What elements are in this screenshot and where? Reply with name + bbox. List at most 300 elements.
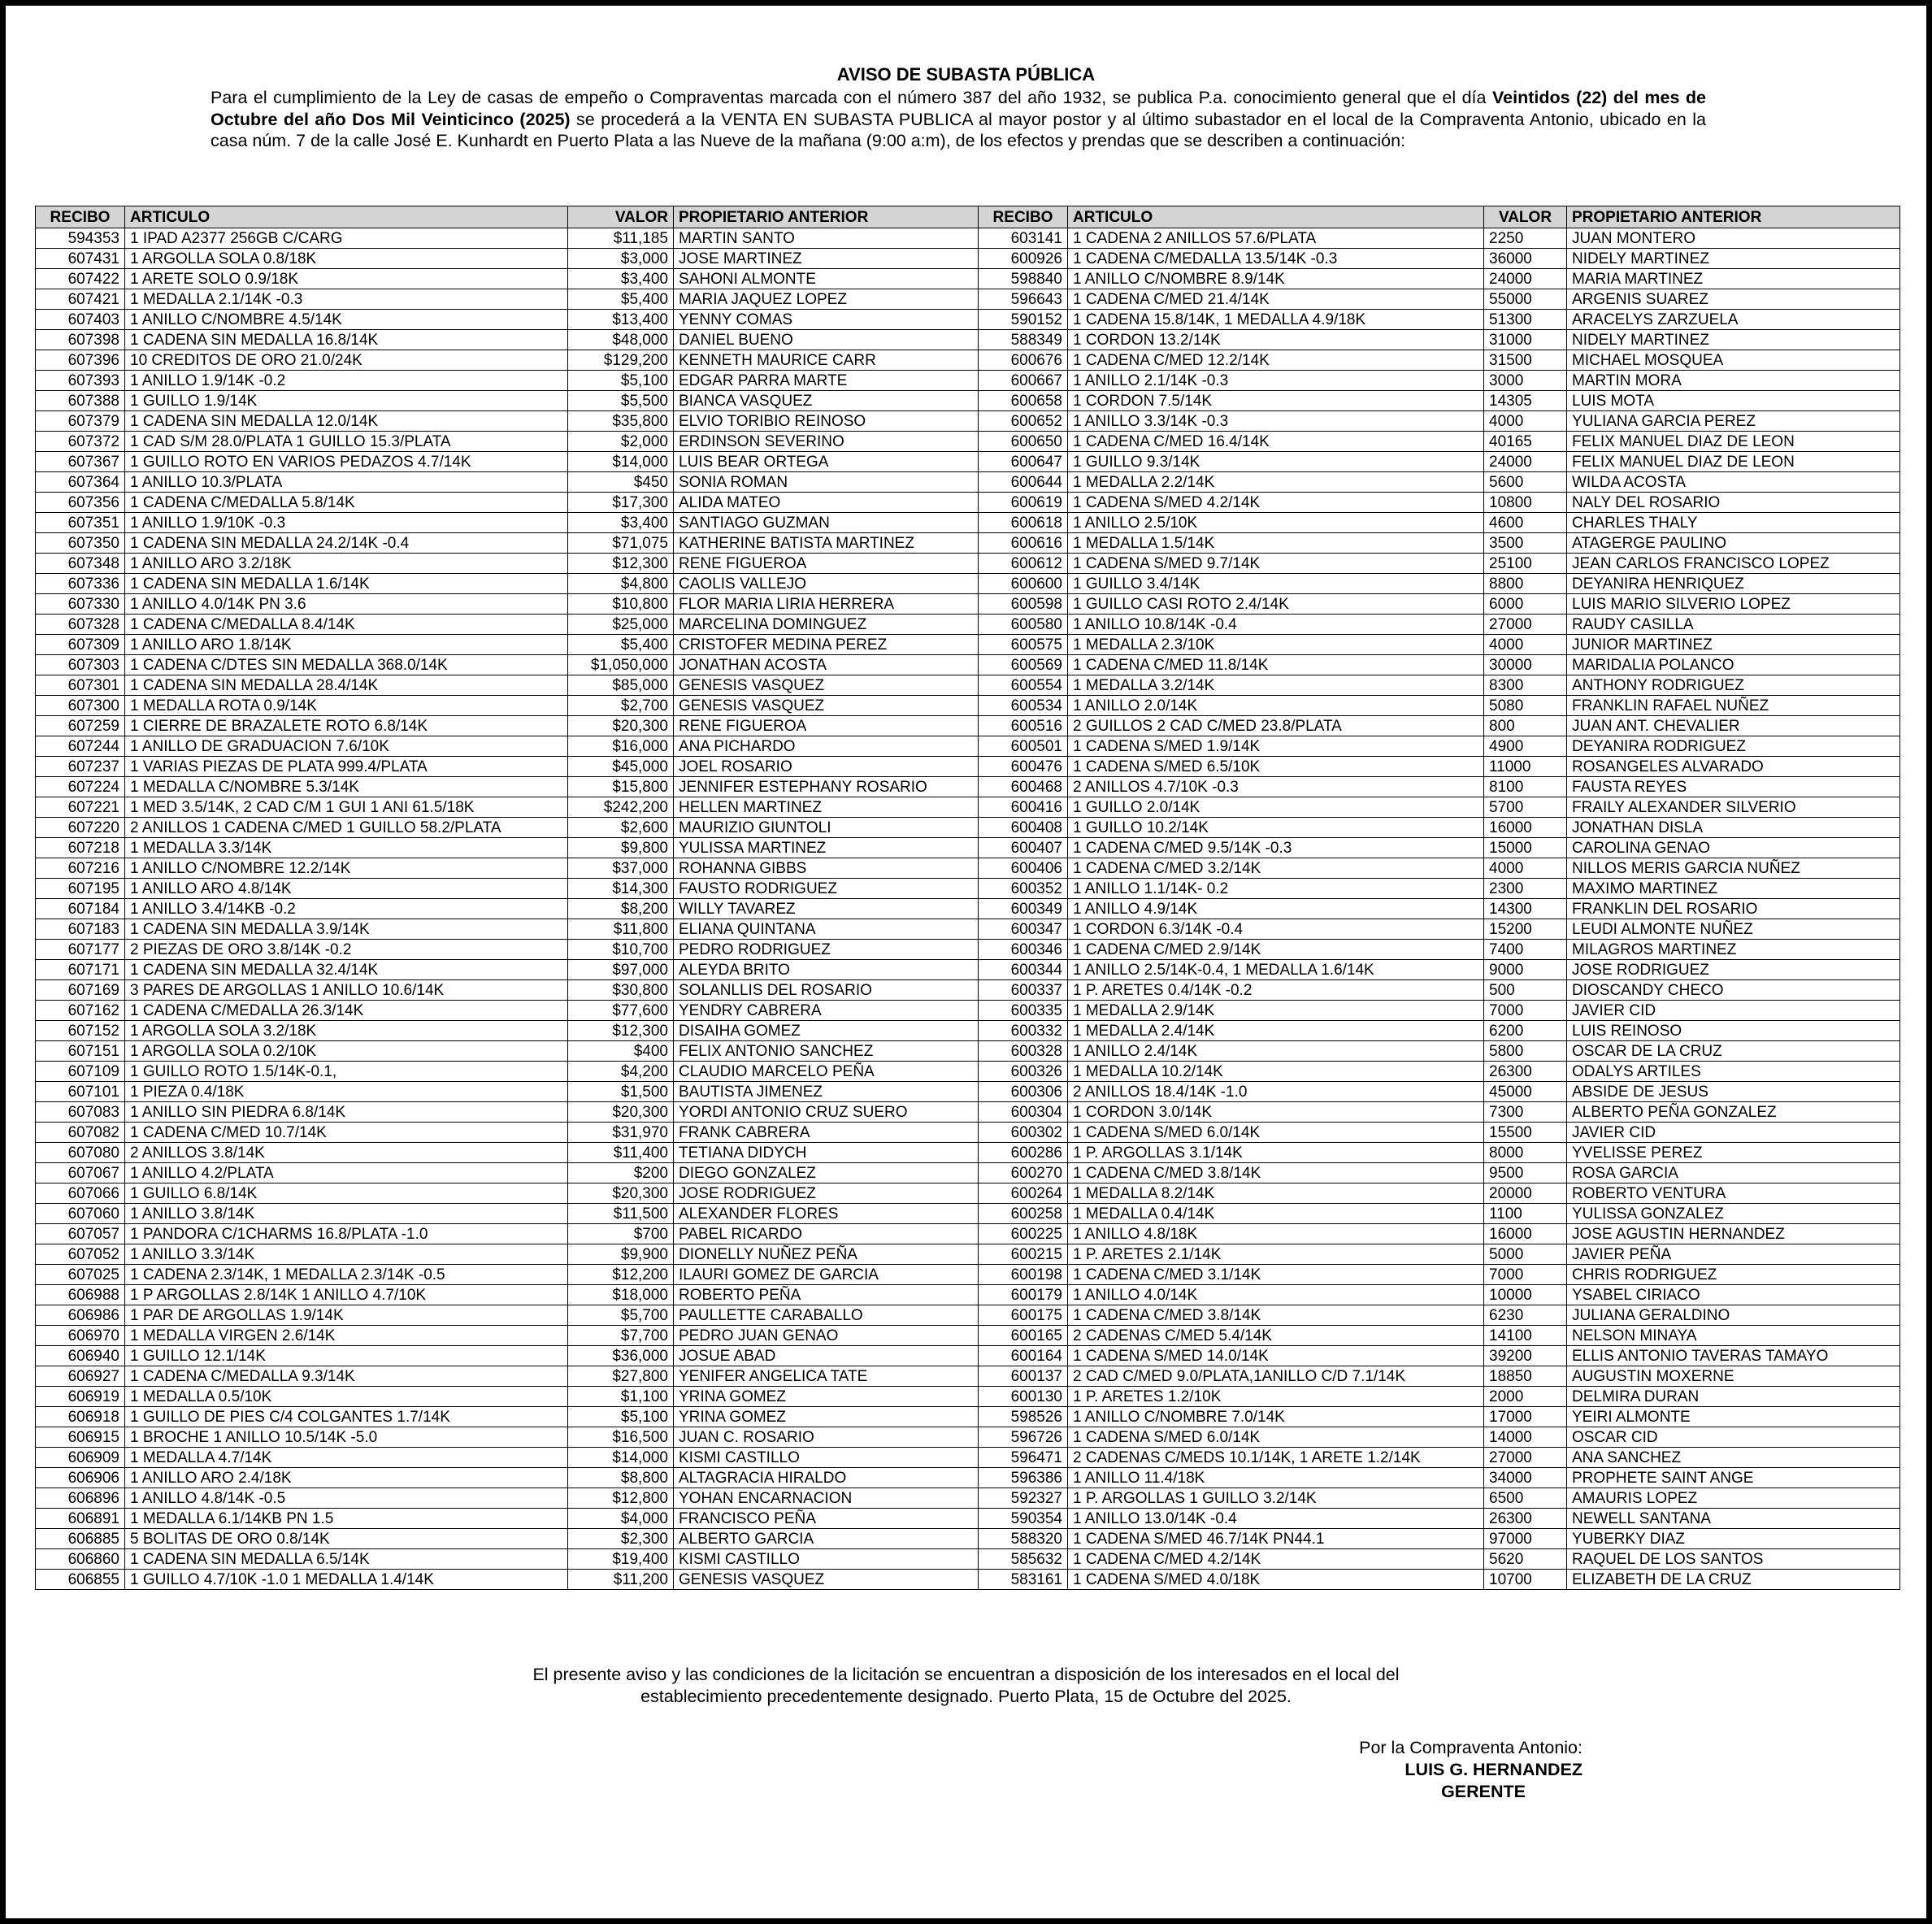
recibo-cell: 607101 [36,1082,125,1102]
recibo-cell: 607151 [36,1041,125,1062]
propietario-cell: ROHANNA GIBBS [674,858,979,879]
recibo-cell: 600332 [979,1021,1068,1041]
propietario-cell: KISMI CASTILLO [674,1448,979,1468]
closing-statement [6,1664,1926,1708]
valor-cell: $27,800 [568,1366,674,1387]
valor-cell: 7300 [1484,1102,1567,1123]
articulo-cell: 1 CADENA S/MED 6.5/10K [1068,757,1484,777]
valor-cell: 6200 [1484,1021,1567,1041]
valor-cell: 26300 [1484,1509,1567,1529]
valor-cell: 2000 [1484,1387,1567,1407]
valor-cell: 3000 [1484,371,1567,391]
recibo-cell: 600501 [979,736,1068,757]
recibo-cell: 600619 [979,493,1068,513]
recibo-cell: 600598 [979,594,1068,615]
propietario-cell: BAUTISTA JIMENEZ [674,1082,979,1102]
valor-cell: 10800 [1484,493,1567,513]
col-header-recibo: RECIBO [979,206,1068,228]
articulo-cell: 2 GUILLOS 2 CAD C/MED 23.8/PLATA [1068,716,1484,736]
articulo-cell: 1 P. ARETES 0.4/14K -0.2 [1068,980,1484,1001]
recibo-cell: 607403 [36,310,125,330]
recibo-cell: 607364 [36,472,125,493]
table-row [36,1346,1900,1366]
recibo-cell: 600306 [979,1082,1068,1102]
recibo-cell: 600302 [979,1123,1068,1143]
recibo-cell: 600270 [979,1163,1068,1183]
recibo-cell: 600650 [979,432,1068,452]
recibo-cell: 606919 [36,1387,125,1407]
articulo-cell: 10 CREDITOS DE ORO 21.0/24K [125,350,568,371]
articulo-cell: 1 CADENA C/MEDALLA 5.8/14K [125,493,568,513]
propietario-cell: LUIS BEAR ORTEGA [674,452,979,472]
valor-cell: $1,500 [568,1082,674,1102]
recibo-cell: 607388 [36,391,125,411]
articulo-cell: 1 MED 3.5/14K, 2 CAD C/M 1 GUI 1 ANI 61.5/18K [125,797,568,818]
valor-cell: 11000 [1484,757,1567,777]
propietario-cell: RENE FIGUEROA [674,716,979,736]
recibo-cell: 606970 [36,1326,125,1346]
table-row [36,1570,1900,1590]
valor-cell: $20,300 [568,716,674,736]
articulo-cell: 1 MEDALLA 2.3/10K [1068,635,1484,655]
propietario-cell: PEDRO JUAN GENAO [674,1326,979,1346]
propietario-cell: MARIDALIA POLANCO [1567,655,1900,675]
articulo-cell: 1 CADENA C/MED 3.2/14K [1068,858,1484,879]
propietario-cell: ELVIO TORIBIO REINOSO [674,411,979,432]
table-row [36,411,1900,432]
articulo-cell: 1 BROCHE 1 ANILLO 10.5/14K -5.0 [125,1427,568,1448]
recibo-cell: 607057 [36,1224,125,1244]
valor-cell: 10700 [1484,1570,1567,1590]
recibo-cell: 606918 [36,1407,125,1427]
table-row [36,940,1900,960]
valor-cell: $18,000 [568,1285,674,1305]
propietario-cell: ANA SANCHEZ [1567,1448,1900,1468]
propietario-cell: ELLIS ANTONIO TAVERAS TAMAYO [1567,1346,1900,1366]
recibo-cell: 590354 [979,1509,1068,1529]
table-row [36,960,1900,980]
recibo-cell: 600264 [979,1183,1068,1204]
table-row [36,269,1900,289]
articulo-cell: 1 MEDALLA 10.2/14K [1068,1062,1484,1082]
recibo-cell: 606891 [36,1509,125,1529]
propietario-cell: NALY DEL ROSARIO [1567,493,1900,513]
table-row [36,1387,1900,1407]
propietario-cell: YRINA GOMEZ [674,1387,979,1407]
recibo-cell: 606927 [36,1366,125,1387]
recibo-cell: 600328 [979,1041,1068,1062]
recibo-cell: 607422 [36,269,125,289]
valor-cell: 8000 [1484,1143,1567,1163]
recibo-cell: 606988 [36,1285,125,1305]
articulo-cell: 1 ANILLO 2.5/10K [1068,513,1484,533]
valor-cell: $20,300 [568,1102,674,1123]
recibo-cell: 607351 [36,513,125,533]
articulo-cell: 1 CADENA C/MEDALLA 13.5/14K -0.3 [1068,249,1484,269]
articulo-cell: 1 ANILLO 2.1/14K -0.3 [1068,371,1484,391]
recibo-cell: 606940 [36,1346,125,1366]
valor-cell: $11,500 [568,1204,674,1224]
valor-cell: $71,075 [568,533,674,554]
propietario-cell: JOSUE ABAD [674,1346,979,1366]
auction-date: Veintidos (22) del mes de Octubre del año Dos Mil Veinticinco (2025) [211,88,1706,129]
table-row [36,1163,1900,1183]
table-body [36,228,1900,1590]
valor-cell: $17,300 [568,493,674,513]
propietario-cell: CLAUDIO MARCELO PEÑA [674,1062,979,1082]
recibo-cell: 607060 [36,1204,125,1224]
table-row [36,858,1900,879]
valor-cell: $1,100 [568,1387,674,1407]
table-row [36,1366,1900,1387]
recibo-cell: 600349 [979,899,1068,919]
articulo-cell: 1 CADENA SIN MEDALLA 24.2/14K -0.4 [125,533,568,554]
signer-name: LUIS G. HERNANDEZ [1404,1760,1583,1779]
recibo-cell: 594353 [36,228,125,249]
recibo-cell: 607259 [36,716,125,736]
recibo-cell: 600347 [979,919,1068,940]
recibo-cell: 600346 [979,940,1068,960]
propietario-cell: HELLEN MARTINEZ [674,797,979,818]
recibo-cell: 607169 [36,980,125,1001]
articulo-cell: 1 CADENA SIN MEDALLA 1.6/14K [125,574,568,594]
propietario-cell: ANTHONY RODRIGUEZ [1567,675,1900,696]
table-row [36,1123,1900,1143]
articulo-cell: 1 MEDALLA 6.1/14KB PN 1.5 [125,1509,568,1529]
valor-cell: $12,300 [568,554,674,574]
propietario-cell: FRANKLIN RAFAEL NUÑEZ [1567,696,1900,716]
valor-cell: $5,400 [568,289,674,310]
propietario-cell: SONIA ROMAN [674,472,979,493]
propietario-cell: RAQUEL DE LOS SANTOS [1567,1549,1900,1570]
articulo-cell: 2 ANILLOS 3.8/14K [125,1143,568,1163]
col-header-valor: VALOR [1484,206,1567,228]
items-table [35,206,1900,1590]
articulo-cell: 1 MEDALLA VIRGEN 2.6/14K [125,1326,568,1346]
propietario-cell: FAUSTA REYES [1567,777,1900,797]
intro-text-end: se procederá a la VENTA EN SUBASTA PUBLICA al mayor postor y al último subastador en el local de la Compraventa Antonio, ubicado en la casa núm. 7 de la calle José E. Kunhardt en Puerto Plata a las Nueve de la mañana (9:00 a:m), de los efectos y prendas que se describen a continuación: [211,109,1707,150]
articulo-cell: 1 GUILLO 10.2/14K [1068,818,1484,838]
recibo-cell: 607309 [36,635,125,655]
recibo-cell: 585632 [979,1549,1068,1570]
valor-cell: $31,970 [568,1123,674,1143]
articulo-cell: 1 CADENA SIN MEDALLA 28.4/14K [125,675,568,696]
table-row [36,675,1900,696]
valor-cell: 34000 [1484,1468,1567,1488]
valor-cell: 15200 [1484,919,1567,940]
articulo-cell: 1 ANILLO C/NOMBRE 4.5/14K [125,310,568,330]
recibo-cell: 588349 [979,330,1068,350]
articulo-cell: 1 PIEZA 0.4/18K [125,1082,568,1102]
table-row [36,1021,1900,1041]
articulo-cell: 1 CADENA C/MED 3.8/14K [1068,1163,1484,1183]
valor-cell: $45,000 [568,757,674,777]
propietario-cell: YENDRY CABRERA [674,1001,979,1021]
propietario-cell: ALIDA MATEO [674,493,979,513]
table-row [36,1448,1900,1468]
valor-cell: $129,200 [568,350,674,371]
articulo-cell: 1 ANILLO 1.9/10K -0.3 [125,513,568,533]
articulo-cell: 1 ANILLO 1.9/14K -0.2 [125,371,568,391]
propietario-cell: JOSE RODRIGUEZ [674,1183,979,1204]
recibo-cell: 607177 [36,940,125,960]
recibo-cell: 607083 [36,1102,125,1123]
valor-cell: $30,800 [568,980,674,1001]
propietario-cell: PABEL RICARDO [674,1224,979,1244]
articulo-cell: 5 BOLITAS DE ORO 0.8/14K [125,1529,568,1549]
articulo-cell: 1 GUILLO ROTO EN VARIOS PEDAZOS 4.7/14K [125,452,568,472]
valor-cell: 27000 [1484,615,1567,635]
valor-cell: 36000 [1484,249,1567,269]
valor-cell: 8300 [1484,675,1567,696]
table-row [36,493,1900,513]
recibo-cell: 607025 [36,1265,125,1285]
valor-cell: $242,200 [568,797,674,818]
articulo-cell: 1 IPAD A2377 256GB C/CARG [125,228,568,249]
table-row [36,1041,1900,1062]
articulo-cell: 1 ANILLO 4.0/14K [1068,1285,1484,1305]
recibo-cell: 607336 [36,574,125,594]
valor-cell: $11,200 [568,1570,674,1590]
articulo-cell: 1 P. ARGOLLAS 1 GUILLO 3.2/14K [1068,1488,1484,1509]
propietario-cell: ALEYDA BRITO [674,960,979,980]
articulo-cell: 1 GUILLO 3.4/14K [1068,574,1484,594]
valor-cell: 6500 [1484,1488,1567,1509]
recibo-cell: 607393 [36,371,125,391]
table-row [36,919,1900,940]
valor-cell: 40165 [1484,432,1567,452]
valor-cell: $12,300 [568,1021,674,1041]
propietario-cell: KENNETH MAURICE CARR [674,350,979,371]
articulo-cell: 1 MEDALLA 3.2/14K [1068,675,1484,696]
valor-cell: 4000 [1484,858,1567,879]
col-header-propietario: PROPIETARIO ANTERIOR [674,206,979,228]
articulo-cell: 1 CORDON 3.0/14K [1068,1102,1484,1123]
articulo-cell: 1 P ARGOLLAS 2.8/14K 1 ANILLO 4.7/10K [125,1285,568,1305]
articulo-cell: 1 P. ARGOLLAS 3.1/14K [1068,1143,1484,1163]
recibo-cell: 600647 [979,452,1068,472]
valor-cell: 14100 [1484,1326,1567,1346]
valor-cell: 4000 [1484,411,1567,432]
recibo-cell: 600667 [979,371,1068,391]
recibo-cell: 600416 [979,797,1068,818]
propietario-cell: DANIEL BUENO [674,330,979,350]
recibo-cell: 590152 [979,310,1068,330]
recibo-cell: 600580 [979,615,1068,635]
propietario-cell: MARTIN MORA [1567,371,1900,391]
recibo-cell: 583161 [979,1570,1068,1590]
articulo-cell: 1 CADENA S/MED 6.0/14K [1068,1427,1484,1448]
valor-cell: 14305 [1484,391,1567,411]
articulo-cell: 1 CADENA C/MEDALLA 8.4/14K [125,615,568,635]
valor-cell: 31500 [1484,350,1567,371]
articulo-cell: 1 GUILLO 2.0/14K [1068,797,1484,818]
recibo-cell: 607237 [36,757,125,777]
articulo-cell: 1 MEDALLA C/NOMBRE 5.3/14K [125,777,568,797]
valor-cell: $97,000 [568,960,674,980]
table-row [36,452,1900,472]
articulo-cell: 1 ANILLO 10.3/PLATA [125,472,568,493]
articulo-cell: 1 CADENA C/MED 9.5/14K -0.3 [1068,838,1484,858]
articulo-cell: 1 ANILLO 2.4/14K [1068,1041,1484,1062]
valor-cell: 5600 [1484,472,1567,493]
propietario-cell: ALTAGRACIA HIRALDO [674,1468,979,1488]
articulo-cell: 1 ANILLO 10.8/14K -0.4 [1068,615,1484,635]
articulo-cell: 2 ANILLOS 1 CADENA C/MED 1 GUILLO 58.2/PLATA [125,818,568,838]
valor-cell: $85,000 [568,675,674,696]
recibo-cell: 598840 [979,269,1068,289]
propietario-cell: JOSE MARTINEZ [674,249,979,269]
propietario-cell: YENIFER ANGELICA TATE [674,1366,979,1387]
table-row [36,757,1900,777]
valor-cell: $1,050,000 [568,655,674,675]
propietario-cell: PROPHETE SAINT ANGE [1567,1468,1900,1488]
table-row [36,716,1900,736]
articulo-cell: 3 PARES DE ARGOLLAS 1 ANILLO 10.6/14K [125,980,568,1001]
propietario-cell: FAUSTO RODRIGUEZ [674,879,979,899]
table-row [36,1509,1900,1529]
closing-line: establecimiento precedentemente designado. Puerto Plata, 15 de Octubre del 2025. [640,1687,1292,1706]
articulo-cell: 1 ANILLO 3.3/14K -0.3 [1068,411,1484,432]
propietario-cell: OSCAR DE LA CRUZ [1567,1041,1900,1062]
articulo-cell: 1 CADENA S/MED 1.9/14K [1068,736,1484,757]
propietario-cell: MICHAEL MOSQUEA [1567,350,1900,371]
valor-cell: 7000 [1484,1265,1567,1285]
table-row [36,1529,1900,1549]
table-row [36,1468,1900,1488]
recibo-cell: 607396 [36,350,125,371]
intro-text-start: Para el cumplimiento de la Ley de casas de empeño o Compraventas marcada con el número 387 del año 1932, se publica P.a. conocimiento general que el día [211,88,1492,107]
table-row [36,1244,1900,1265]
table-row [36,1143,1900,1163]
signer-role: GERENTE [1441,1782,1526,1801]
valor-cell: $5,400 [568,635,674,655]
valor-cell: 97000 [1484,1529,1567,1549]
table-row [36,899,1900,919]
articulo-cell: 1 ANILLO DE GRADUACION 7.6/10K [125,736,568,757]
table-row [36,249,1900,269]
table-row [36,289,1900,310]
propietario-cell: YULISSA GONZALEZ [1567,1204,1900,1224]
articulo-cell: 1 ARGOLLA SOLA 0.8/18K [125,249,568,269]
valor-cell: $2,600 [568,818,674,838]
valor-cell: $4,800 [568,574,674,594]
valor-cell: $14,300 [568,879,674,899]
recibo-cell: 600616 [979,533,1068,554]
table-row [36,736,1900,757]
valor-cell: 25100 [1484,554,1567,574]
propietario-cell: ALBERTO GARCIA [674,1529,979,1549]
propietario-cell: ERDINSON SEVERINO [674,432,979,452]
recibo-cell: 607328 [36,615,125,635]
valor-cell: $5,100 [568,1407,674,1427]
propietario-cell: AUGUSTIN MOXERNE [1567,1366,1900,1387]
table-row [36,330,1900,350]
recibo-cell: 607184 [36,899,125,919]
articulo-cell: 1 CIERRE DE BRAZALETE ROTO 6.8/14K [125,716,568,736]
valor-cell: $11,185 [568,228,674,249]
propietario-cell: JUNIOR MARTINEZ [1567,635,1900,655]
table-row [36,655,1900,675]
valor-cell: $2,700 [568,696,674,716]
propietario-cell: JOSE AGUSTIN HERNANDEZ [1567,1224,1900,1244]
propietario-cell: JONATHAN ACOSTA [674,655,979,675]
propietario-cell: MARIA JAQUEZ LOPEZ [674,289,979,310]
recibo-cell: 606915 [36,1427,125,1448]
recibo-cell: 606855 [36,1570,125,1590]
valor-cell: 14000 [1484,1427,1567,1448]
propietario-cell: YOHAN ENCARNACION [674,1488,979,1509]
propietario-cell: JUAN C. ROSARIO [674,1427,979,1448]
recibo-cell: 607421 [36,289,125,310]
recibo-cell: 606860 [36,1549,125,1570]
valor-cell: 9500 [1484,1163,1567,1183]
valor-cell: 8100 [1484,777,1567,797]
propietario-cell: CRISTOFER MEDINA PEREZ [674,635,979,655]
articulo-cell: 1 CADENA S/MED 6.0/14K [1068,1123,1484,1143]
propietario-cell: ROBERTO PEÑA [674,1285,979,1305]
articulo-cell: 1 ANILLO 2.5/14K-0.4, 1 MEDALLA 1.6/14K [1068,960,1484,980]
propietario-cell: KISMI CASTILLO [674,1549,979,1570]
articulo-cell: 1 CADENA SIN MEDALLA 16.8/14K [125,330,568,350]
articulo-cell: 1 CADENA C/MED 21.4/14K [1068,289,1484,310]
valor-cell: $11,800 [568,919,674,940]
col-header-propietario: PROPIETARIO ANTERIOR [1567,206,1900,228]
valor-cell: 15000 [1484,838,1567,858]
recibo-cell: 600258 [979,1204,1068,1224]
valor-cell: $14,000 [568,1448,674,1468]
articulo-cell: 1 CORDON 6.3/14K -0.4 [1068,919,1484,940]
valor-cell: $10,800 [568,594,674,615]
recibo-cell: 588320 [979,1529,1068,1549]
articulo-cell: 1 CADENA S/MED 14.0/14K [1068,1346,1484,1366]
recibo-cell: 600344 [979,960,1068,980]
articulo-cell: 1 CADENA C/MED 2.9/14K [1068,940,1484,960]
recibo-cell: 600658 [979,391,1068,411]
propietario-cell: AMAURIS LOPEZ [1567,1488,1900,1509]
valor-cell: $35,800 [568,411,674,432]
recibo-cell: 607183 [36,919,125,940]
propietario-cell: DIEGO GONZALEZ [674,1163,979,1183]
table-row [36,696,1900,716]
articulo-cell: 1 ANILLO 3.3/14K [125,1244,568,1265]
propietario-cell: WILLY TAVAREZ [674,899,979,919]
table-row [36,797,1900,818]
articulo-cell: 1 CADENA C/DTES SIN MEDALLA 368.0/14K [125,655,568,675]
articulo-cell: 1 GUILLO CASI ROTO 2.4/14K [1068,594,1484,615]
propietario-cell: FELIX ANTONIO SANCHEZ [674,1041,979,1062]
propietario-cell: FRANCISCO PEÑA [674,1509,979,1529]
col-header-valor: VALOR [568,206,674,228]
propietario-cell: LUIS MARIO SILVERIO LOPEZ [1567,594,1900,615]
propietario-cell: JULIANA GERALDINO [1567,1305,1900,1326]
propietario-cell: DIONELLY NUÑEZ PEÑA [674,1244,979,1265]
recibo-cell: 600165 [979,1326,1068,1346]
valor-cell: $12,200 [568,1265,674,1285]
propietario-cell: MARCELINA DOMINGUEZ [674,615,979,635]
recibo-cell: 596471 [979,1448,1068,1468]
valor-cell: $9,800 [568,838,674,858]
propietario-cell: LUIS REINOSO [1567,1021,1900,1041]
articulo-cell: 1 ANILLO 4.9/14K [1068,899,1484,919]
articulo-cell: 1 CORDON 13.2/14K [1068,330,1484,350]
recibo-cell: 607431 [36,249,125,269]
propietario-cell: YORDI ANTONIO CRUZ SUERO [674,1102,979,1123]
valor-cell: 5080 [1484,696,1567,716]
articulo-cell: 1 MEDALLA 4.7/14K [125,1448,568,1468]
valor-cell: 55000 [1484,289,1567,310]
propietario-cell: ROSANGELES ALVARADO [1567,757,1900,777]
